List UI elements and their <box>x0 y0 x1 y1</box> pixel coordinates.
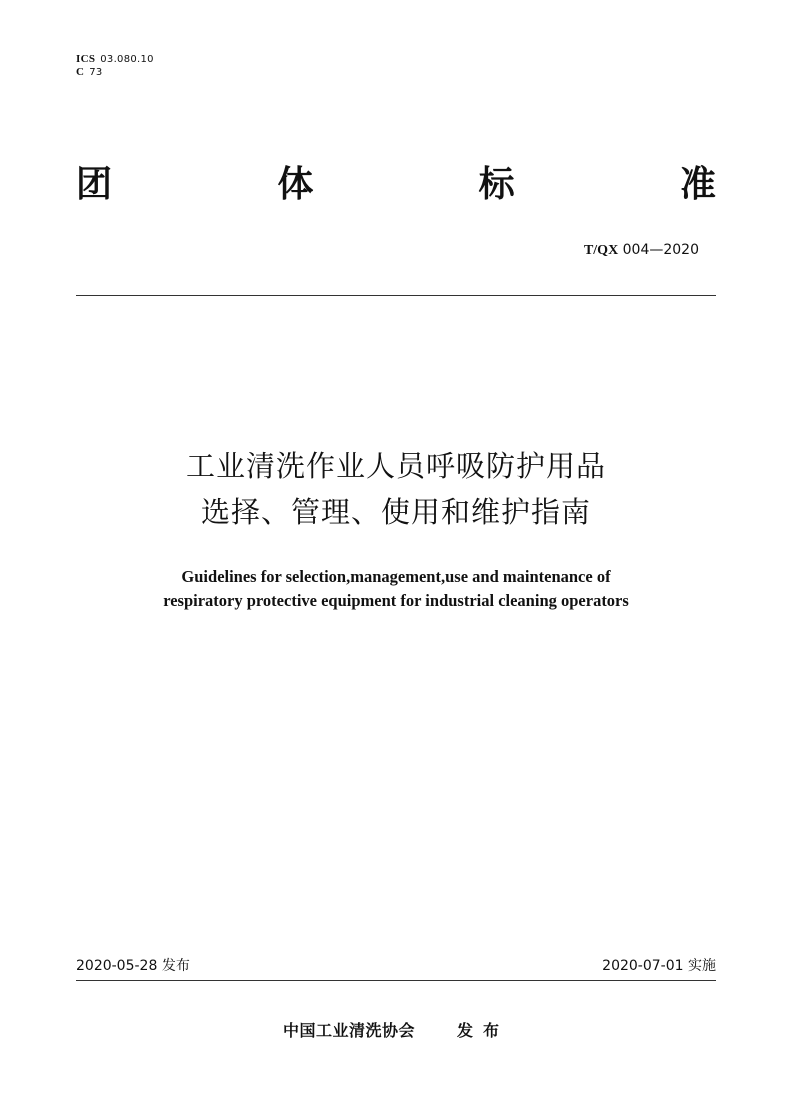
standard-type-heading <box>76 160 716 210</box>
english-title <box>76 565 716 613</box>
top-divider <box>76 295 716 296</box>
release-date <box>76 957 190 975</box>
chinese-title <box>76 443 716 535</box>
publisher-line <box>0 1020 792 1042</box>
standard-type-char: 体 <box>277 164 314 205</box>
standard-number-prefix: T/QX <box>583 243 619 258</box>
classification-codes <box>76 53 154 79</box>
implement-date-value: 2020-07-01 <box>602 958 684 974</box>
ics-line <box>76 53 154 66</box>
ics-code: 03.080.10 <box>100 54 154 65</box>
english-title-line-1: Guidelines for selection,management,use and maintenance of <box>181 567 611 586</box>
implement-date <box>602 957 716 975</box>
standard-type-char: 标 <box>478 164 515 205</box>
standard-type-char: 团 <box>76 164 113 205</box>
standard-number <box>584 241 699 260</box>
publish-action: 发布 <box>457 1021 510 1040</box>
ccs-line <box>76 66 154 79</box>
release-date-label: 发布 <box>161 958 190 974</box>
chinese-title-line-2: 选择、管理、使用和维护指南 <box>200 495 591 529</box>
ccs-label: C <box>76 66 85 78</box>
implement-date-label: 实施 <box>688 958 716 974</box>
publisher-name: 中国工业清洗协会 <box>282 1021 415 1040</box>
ccs-code: 73 <box>89 67 103 78</box>
bottom-divider <box>76 980 716 981</box>
ics-label: ICS <box>76 53 96 65</box>
standard-number-value: 004—2020 <box>622 242 699 258</box>
english-title-line-2: respiratory protective equipment for industrial cleaning operators <box>163 591 629 610</box>
release-date-value: 2020-05-28 <box>76 958 158 974</box>
chinese-title-line-1: 工业清洗作业人员呼吸防护用品 <box>185 449 606 483</box>
standard-type-char: 准 <box>679 164 716 205</box>
